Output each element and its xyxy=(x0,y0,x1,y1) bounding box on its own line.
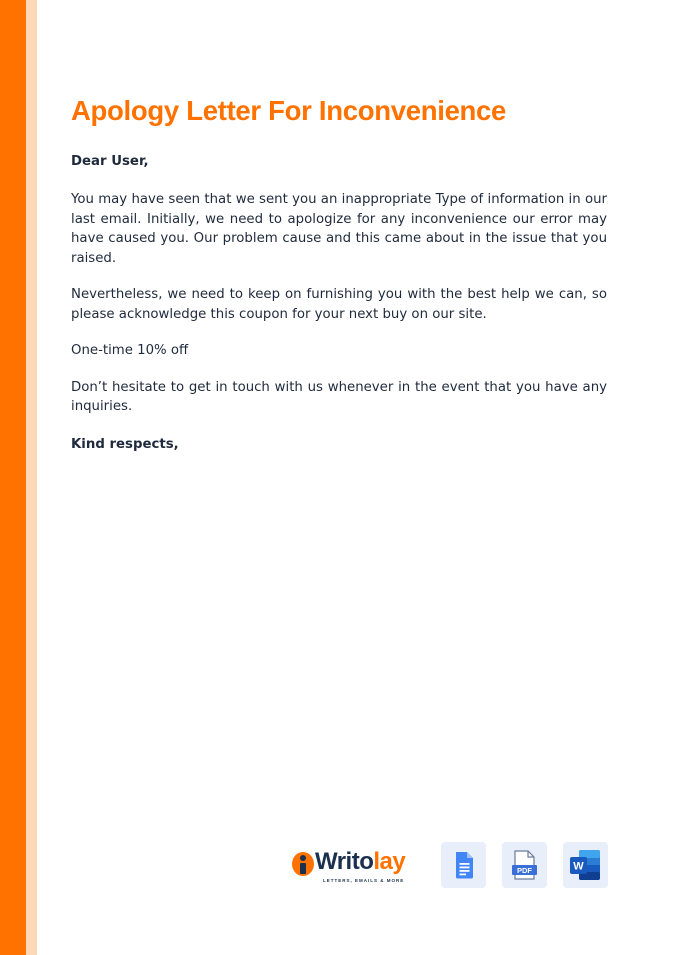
word-icon-label: W xyxy=(573,860,584,873)
pdf-download-button[interactable] xyxy=(502,842,547,888)
letter-paragraph-3: One-time 10% off xyxy=(71,343,189,358)
writolay-logo-icon xyxy=(292,852,314,876)
writolay-logo-wordmark xyxy=(315,848,405,876)
google-docs-icon xyxy=(441,842,486,888)
letter-paragraph-4: Don’t hesitate to get in touch with us whenever in the event that you have any inquiries. xyxy=(71,379,607,414)
logo-word-part-2: lay xyxy=(373,848,406,875)
letter-title: Apology Letter For Inconvenience xyxy=(71,95,507,126)
logo-word-part-1: Writo xyxy=(315,848,374,875)
logo-tagline: LETTERS, EMAILS & MORE xyxy=(323,878,405,883)
word-download-button[interactable] xyxy=(563,842,608,888)
pdf-icon xyxy=(502,842,547,888)
letter-paragraph-2: Nevertheless, we need to keep on furnishing you with the best help we can, so please acknowledge this coupon for your next buy on our site. xyxy=(71,287,607,322)
word-icon xyxy=(563,842,608,888)
letter-body xyxy=(71,93,607,454)
pdf-icon-label: PDF xyxy=(517,866,532,875)
left-accent-stripe xyxy=(0,0,26,955)
writolay-logo[interactable] xyxy=(290,848,420,888)
letter-closing: Kind respects, xyxy=(71,436,179,452)
footer xyxy=(290,842,610,890)
left-accent-stripe-light xyxy=(26,0,37,955)
letter-paragraph-1: You may have seen that we sent you an inappropriate Type of information in our last email. Initially, we need to apologize for any inconvenience our error may have caused you. Our problem cause and this came about in the issue that you raised. xyxy=(71,192,607,266)
google-docs-download-button[interactable] xyxy=(441,842,486,888)
letter-salutation: Dear User, xyxy=(71,154,149,169)
